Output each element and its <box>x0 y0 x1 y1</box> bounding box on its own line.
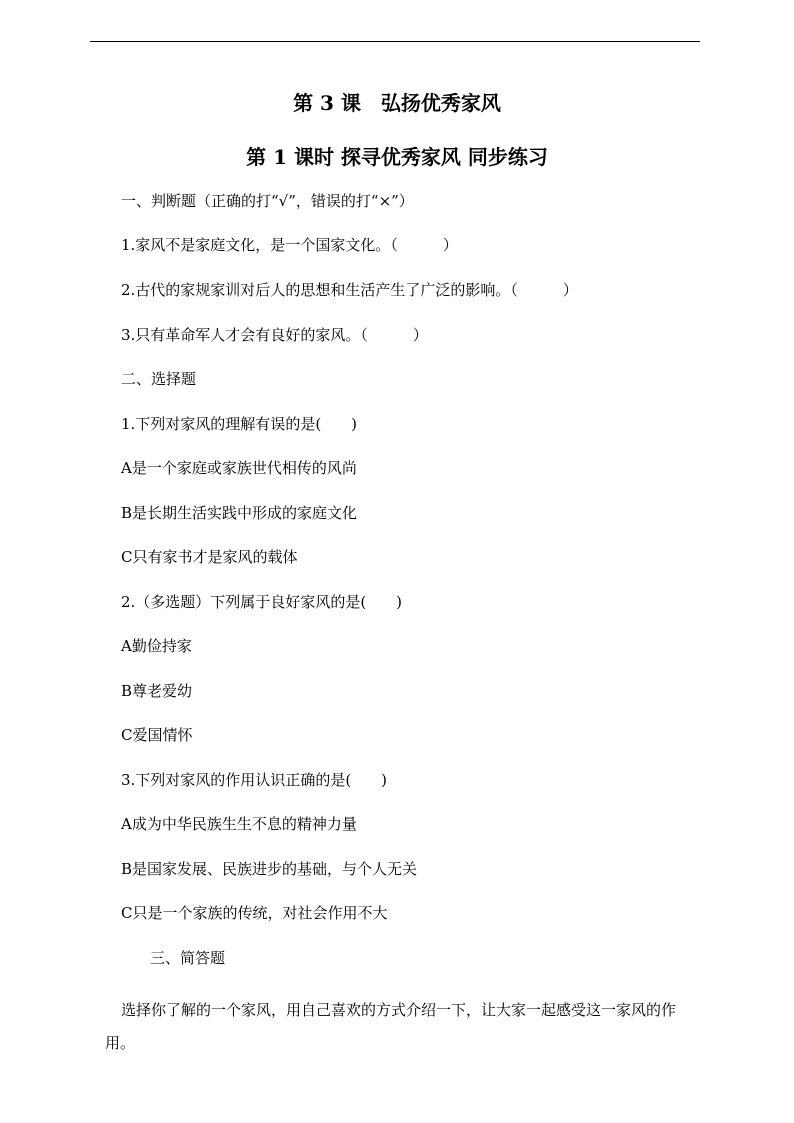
question-stem: 3.下列对家风的作用认识正确的是( ) <box>121 771 388 789</box>
section-heading-true-false: 一、判断题（正确的打“√”，错误的打“×”） <box>121 192 414 210</box>
question-stem: 2.（多选题）下列属于良好家风的是( ) <box>121 593 403 611</box>
answer-option: B是国家发展、民族进步的基础，与个人无关 <box>121 860 418 878</box>
answer-option: A勤俭持家 <box>121 637 192 655</box>
true-false-item: 2.古代的家规家训对后人的思想和生活产生了广泛的影响。（ ） <box>121 281 578 299</box>
section-heading-short-answer: 三、简答题 <box>150 949 226 967</box>
answer-option: B是长期生活实践中形成的家庭文化 <box>121 504 358 522</box>
answer-option: C只有家书才是家风的载体 <box>121 548 298 566</box>
answer-option: B尊老爱幼 <box>121 682 193 700</box>
answer-option: C爱国情怀 <box>121 726 193 744</box>
page-subtitle: 第 1 课时 探寻优秀家风 同步练习 <box>246 145 548 169</box>
true-false-item: 3.只有革命军人才会有良好的家风。（ ） <box>121 326 428 344</box>
page-title: 第 3 课 弘扬优秀家风 <box>293 91 501 115</box>
true-false-item: 1.家风不是家庭文化，是一个国家文化。（ ） <box>121 236 458 254</box>
question-stem: 1.下列对家风的理解有误的是( ) <box>121 415 358 433</box>
section-heading-multiple-choice: 二、选择题 <box>121 370 197 388</box>
answer-option: C只是一个家族的传统，对社会作用不大 <box>121 904 388 922</box>
answer-option: A是一个家庭或家族世代相传的风尚 <box>121 459 357 477</box>
answer-option: A成为中华民族生生不息的精神力量 <box>121 815 357 833</box>
header-rule <box>90 41 700 42</box>
short-answer-question: 选择你了解的一个家风，用自己喜欢的方式介绍一下，让大家一起感受这一家风的作用。 <box>105 1001 677 1052</box>
